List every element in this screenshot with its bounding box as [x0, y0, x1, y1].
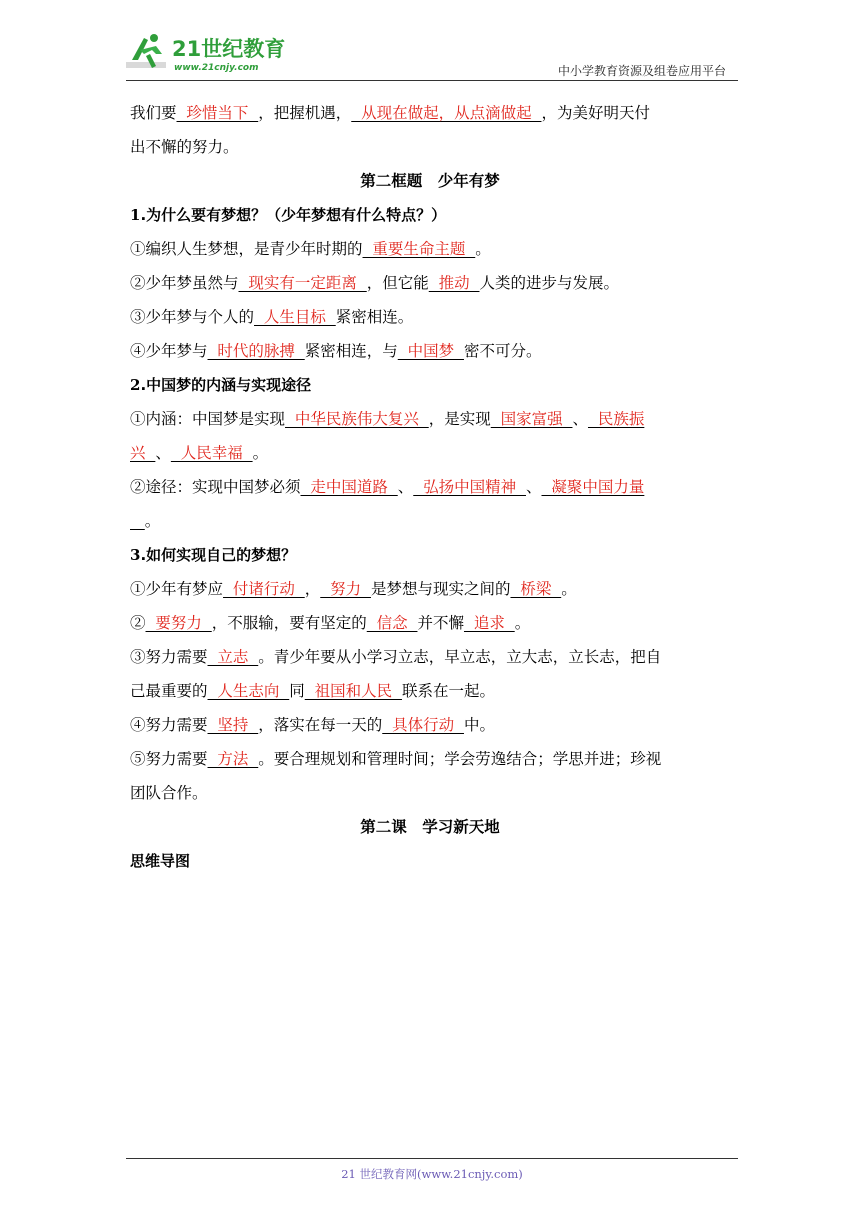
text-line	[130, 674, 730, 708]
text-span: 团队合作。	[130, 784, 208, 802]
fill-blank-answer: 具体行动	[382, 716, 464, 734]
page-header	[126, 30, 738, 80]
text-span: 。	[475, 240, 491, 258]
fill-blank-answer: 珍惜当下	[176, 104, 259, 122]
logo-21cnjy	[126, 32, 296, 76]
question-heading	[130, 368, 730, 402]
question-heading	[130, 844, 730, 878]
header-divider	[126, 80, 738, 81]
fill-blank-answer: 桥梁	[510, 580, 562, 598]
question-number: 2	[130, 376, 141, 394]
fill-blank-answer: 兴	[130, 444, 156, 462]
text-span: ，落实在每一天的	[258, 716, 383, 734]
text-span: 密不可分。	[463, 342, 542, 360]
text-span: ②少年梦虽然与	[130, 274, 239, 292]
text-line	[130, 742, 730, 776]
text-line	[130, 640, 730, 674]
text-line	[130, 606, 730, 640]
text-line	[130, 708, 730, 742]
text-span: ，但它能	[366, 274, 429, 292]
fill-blank-answer: 走中国道路	[300, 478, 398, 496]
question-heading	[130, 198, 730, 232]
question-heading	[130, 538, 730, 572]
text-span: ④少年梦与	[130, 342, 208, 360]
text-span: ，不服输，要有坚定的	[211, 614, 367, 632]
platform-name: 中小学教育资源及组卷应用平台	[557, 64, 726, 78]
fill-blank-answer: 付诸行动	[223, 580, 305, 598]
text-span: 中。	[463, 716, 495, 734]
text-span: 。	[561, 580, 577, 598]
question-number: 1	[130, 206, 141, 224]
text-line	[130, 96, 730, 130]
text-span: ②途径：实现中国梦必须	[130, 478, 301, 496]
fill-blank-answer: 国家富强	[490, 410, 573, 428]
section-title	[130, 810, 730, 844]
fill-blank-answer: 人民幸福	[170, 444, 253, 462]
text-span: ④努力需要	[130, 716, 208, 734]
text-span: ③少年梦与个人的	[130, 308, 255, 326]
text-span: ①编织人生梦想，是青少年时期的	[130, 240, 363, 258]
section-title	[130, 164, 730, 198]
text-line	[130, 300, 730, 334]
text-line	[130, 402, 730, 436]
fill-blank-answer: 人生目标	[254, 308, 336, 326]
text-span: 、	[572, 410, 588, 428]
fill-blank-answer: 弘扬中国精神	[413, 478, 526, 496]
text-span: .如何实现自己的梦想？	[140, 546, 297, 564]
text-span: 、	[525, 478, 542, 496]
fill-blank-answer: 民族振	[587, 410, 645, 428]
text-span: 同	[289, 682, 305, 700]
text-span: 。青少年要从小学习立志，早立志，立大志，立长志，把自	[258, 648, 662, 666]
text-span: 、	[155, 444, 171, 462]
fill-blank-answer: 中华民族伟大复兴	[285, 410, 429, 428]
fill-blank-answer: 时代的脉搏	[207, 342, 305, 360]
text-span: 是梦想与现实之间的	[370, 580, 511, 598]
text-span: 出不懈的努力。	[130, 138, 239, 156]
text-span: ，	[304, 580, 321, 598]
fill-blank-answer: 要努力	[145, 614, 212, 632]
text-line	[130, 232, 730, 266]
text-span: ①少年有梦应	[130, 580, 224, 598]
text-span: 、	[397, 478, 414, 496]
fill-blank-answer: 重要生命主题	[362, 240, 476, 258]
text-span: ⑤努力需要	[130, 750, 208, 768]
text-span: 我们要	[130, 104, 177, 122]
text-span: 。	[514, 614, 531, 632]
text-span: ①内涵：中国梦是实现	[130, 410, 286, 428]
question-number: 3	[130, 546, 141, 564]
text-span: 己最重要的	[130, 682, 208, 700]
footer-divider	[126, 1158, 738, 1159]
text-line	[130, 130, 730, 164]
fill-blank-answer: 方法	[207, 750, 259, 768]
text-span: 人类的进步与发展。	[479, 274, 619, 292]
fill-blank-answer: 人生志向	[207, 682, 290, 700]
text-span: ，是实现	[428, 410, 491, 428]
svg-text:21世纪教育: 21世纪教育	[172, 37, 286, 61]
text-span: 并不懈	[417, 614, 464, 632]
text-span: 第二框题 少年有梦	[360, 171, 500, 190]
text-span: ②	[130, 614, 146, 632]
text-span: 紧密相连。	[335, 308, 414, 326]
text-span: 第二课 学习新天地	[360, 817, 500, 836]
fill-blank-underline	[130, 512, 145, 530]
text-line	[130, 572, 730, 606]
document-body	[130, 96, 730, 878]
text-line	[130, 470, 730, 504]
text-span: 紧密相连，与	[304, 342, 398, 360]
fill-blank-answer: 坚持	[207, 716, 259, 734]
text-span: 。要合理规划和管理时间；学会劳逸结合；学思并进；珍视	[258, 750, 662, 768]
fill-blank-answer: 从现在做起，从点滴做起	[351, 104, 542, 122]
fill-blank-answer: 祖国和人民	[304, 682, 402, 700]
text-line	[130, 266, 730, 300]
fill-blank-answer: 凝聚中国力量	[541, 478, 645, 496]
footer-source: 21 世纪教育网(www.21cnjy.com)	[341, 1167, 523, 1181]
fill-blank-answer: 努力	[320, 580, 371, 598]
text-span: .中国梦的内涵与实现途径	[140, 376, 312, 394]
text-span: 。	[144, 512, 161, 530]
text-span: ③努力需要	[130, 648, 208, 666]
svg-text:www.21cnjy.com: www.21cnjy.com	[174, 63, 259, 73]
fill-blank-answer: 立志	[207, 648, 259, 666]
text-span: 联系在一起。	[401, 682, 495, 700]
fill-blank-answer: 中国梦	[397, 342, 464, 360]
text-line	[130, 776, 730, 810]
fill-blank-answer: 追求	[463, 614, 515, 632]
fill-blank-answer: 推动	[428, 274, 480, 292]
text-span: 。	[252, 444, 269, 462]
text-span: .为什么要有梦想？（少年梦想有什么特点？）	[140, 206, 447, 224]
fill-blank-answer: 现实有一定距离	[238, 274, 367, 292]
text-line	[130, 334, 730, 368]
text-line	[130, 436, 730, 470]
text-span: 思维导图	[130, 852, 191, 870]
text-line	[130, 504, 730, 538]
text-span: ，把握机遇，	[258, 104, 352, 122]
fill-blank-answer: 信念	[366, 614, 418, 632]
text-span: ，为美好明天付	[541, 104, 650, 122]
